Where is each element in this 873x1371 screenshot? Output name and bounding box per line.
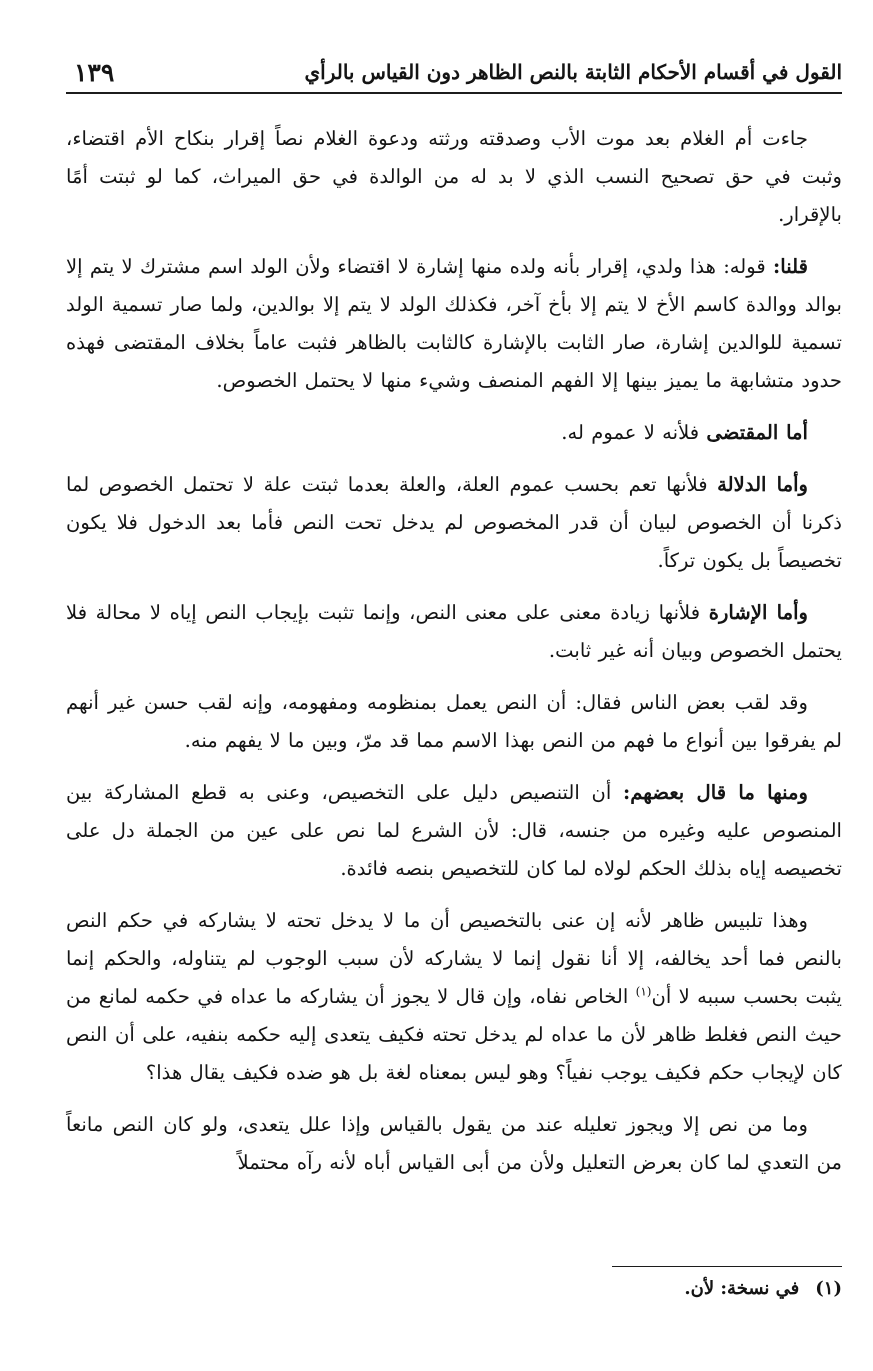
body-text	[66, 120, 842, 1182]
paragraph-lead: وأما الدلالة	[717, 473, 808, 496]
running-header	[66, 52, 842, 94]
paragraph-text: وقد لقب بعض الناس فقال: أن النص يعمل بمنظومه ومفهومه، وإنه لقب حسن غير أنهم لم يفرقوا بين أنواع ما فهم من النص بهذا الاسم مما قد مرّ، وبين ما لا يفهم منه.	[66, 691, 842, 752]
footnote	[684, 1278, 842, 1299]
paragraph-lead: وأما الإشارة	[708, 601, 808, 624]
paragraph	[66, 1106, 842, 1182]
paragraph	[66, 248, 842, 400]
paragraph-lead: قلنا:	[773, 255, 808, 278]
paragraph	[66, 902, 842, 1092]
paragraph-lead: أما المقتضى	[706, 421, 808, 444]
paragraph	[66, 774, 842, 888]
paragraph	[66, 414, 842, 452]
paragraph-text: وما من نص إلا ويجوز تعليله عند من يقول بالقياس وإذا علل يتعدى، ولو كان النص مانعاً من التعدي لما كان بعرض التعليل ولأن من أبى القياس أباه لأنه رآه محتملاً	[66, 1113, 842, 1174]
book-page	[66, 52, 842, 1332]
paragraph	[66, 120, 842, 234]
page-number: ١٣٩	[74, 57, 115, 87]
paragraph-text: وهذا تلبيس ظاهر لأنه إن عنى بالتخصيص أن ما لا يدخل تحته لا يشاركه في حكم النص بالنص فما أحد يخالفه، إلا أنا نقول إنما لا يشاركه لأن سبب الوجوب لم يتناوله، والحكم إنما يثبت بحسب سببه لا أن	[66, 909, 842, 1008]
paragraph	[66, 684, 842, 760]
paragraph	[66, 466, 842, 580]
paragraph-text: جاءت أم الغلام بعد موت الأب وصدقته ورثته ودعوة الغلام نصاً إقرار بنكاح الأم اقتضاء، وثبت في حق تصحيح النسب الذي لا بد له من الوالدة في حق الميراث، كما لو ثبتت أمًا بالإقرار.	[66, 127, 842, 226]
paragraph	[66, 594, 842, 670]
paragraph-text: قوله: هذا ولدي، إقرار بأنه ولده منها إشارة لا اقتضاء ولأن الولد اسم مشترك لا يتم إلا بوالد ووالدة كاسم الأخ لا يتم إلا بأخ آخر، فكذلك الولد لا يتم إلا بوالدين، ولما صار تسمية الولد تسمية للوالدين إشارة، صار الثابت بالإشارة كالثابت بالظاهر فثبت عاماً بخلاف المقتضى فهذه حدود متشابهة ما يميز بينها إلا الفهم المنصف وشيء منها لا يحتمل الخصوص.	[66, 255, 842, 392]
paragraph-text: فلأنها زيادة معنى على معنى النص، وإنما تثبت بإيجاب النص إياه لا محالة فلا يحتمل الخصوص وبيان أنه غير ثابت.	[66, 601, 842, 662]
chapter-title: القول في أقسام الأحكام الثابتة بالنص الظاهر دون القياس بالرأي	[304, 60, 842, 84]
paragraph-text: أن التنصيص دليل على التخصيص، وعنى به قطع المشاركة بين المنصوص عليه وغيره من جنسه، قال: لأن الشرع لما نص على عين من الجملة دل على تخصيصه إياه بذلك الحكم لولاه لما كان للتخصيص بنصه فائدة.	[66, 781, 842, 880]
footnote-marker: (١)	[815, 1278, 842, 1299]
paragraph-text: فلأنها تعم بحسب عموم العلة، والعلة بعدما ثبتت علة لا تحتمل الخصوص لما ذكرنا أن الخصوص لبيان أن قدر المخصوص لم يدخل تحت النص فأما بعد الدخول فلا يكون تخصيصاً بل يكون تركاً.	[66, 473, 842, 572]
paragraph-text: فلأنه لا عموم له.	[561, 421, 707, 444]
paragraph-lead: ومنها ما قال بعضهم:	[623, 781, 808, 804]
footnote-divider	[612, 1266, 842, 1267]
footnote-reference: (١)	[635, 984, 652, 999]
paragraph-text: الخاص نفاه، وإن قال لا يجوز أن يشاركه ما عداه في حكمه لمانع من حيث النص فغلط ظاهر لأن ما عداه لم يدخل تحته فكيف يتعدى إليه حكمه بنفيه، على أن النص كان لإيجاب حكم فكيف يوجب نفياً؟ وهو ليس بمعناه لغة بل هو ضده فكيف يقال هذا؟	[66, 985, 842, 1084]
footnote-text: في نسخة: لأن.	[684, 1278, 800, 1299]
